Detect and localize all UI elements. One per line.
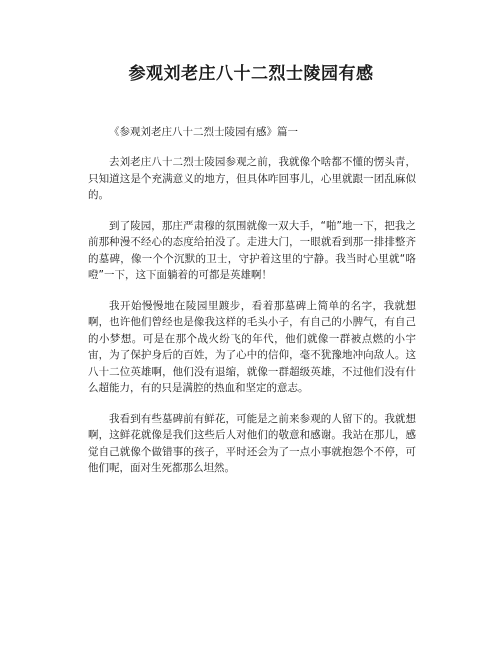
paragraph-2: 到了陵园，那庄严肃穆的氛围就像一双大手，“啪”地一下，把我之前那种漫不经心的态度给拍没了。走进大门，一眼就看到那一排排整齐的墓碑，像一个个沉默的卫士，守护着这里的宁静。我当时心里就“咯噔”一下，这下面躺着的可都是英雄啊！ [88,219,416,281]
document-body [88,124,416,491]
paragraph-1: 去刘老庄八十二烈士陵园参观之前，我就像个啥都不懂的愣头青，只知道这是个充满意义的地方，但具体咋回事儿，心里就跟一团乱麻似的。 [88,156,416,201]
paragraph-3: 我开始慢慢地在陵园里踱步，看着那墓碑上简单的名字，我就想啊，也许他们曾经也是像我这样的毛头小子，有自己的小脾气，有自己的小梦想。可是在那个战火纷飞的年代，他们就像一群被点燃的小宇宙，为了保护身后的百姓，为了心中的信仰，毫不犹豫地冲向敌人。这八十二位英雄啊，他们没有退缩，就像一群超级英雄，不过他们没有什么超能力，有的只是满腔的热血和坚定的意志。 [88,299,416,394]
document-title: 参观刘老庄八十二烈士陵园有感 [128,64,374,84]
paragraph-4: 我看到有些墓碑前有鲜花，可能是之前来参观的人留下的。我就想啊，这鲜花就像是我们这些后人对他们的敬意和感谢。我站在那儿，感觉自己就像个做错事的孩子，平时还会为了一点小事就抱怨个不停，可他们呢，面对生死都那么坦然。 [88,412,416,474]
section-heading: 《参观刘老庄八十二烈士陵园有感》篇一 [109,126,298,138]
